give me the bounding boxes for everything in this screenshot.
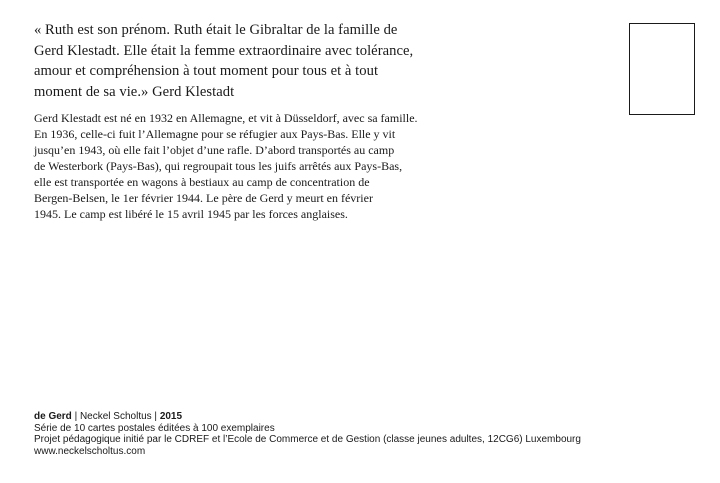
author-name: Neckel Scholtus: [79, 411, 152, 422]
stamp-placeholder: [629, 23, 695, 115]
project-info: Projet pédagogique initié par le CDREF et l’Ecole de Commerce et de Gestion (classe jeunes adultes, 12CG6) Luxembourg: [34, 434, 581, 445]
biography-text: [34, 110, 444, 222]
biography-line: 1945. Le camp est libéré le 15 avril 1945 par les forces anglaises.: [34, 207, 348, 221]
series-info: Série de 10 cartes postales éditées à 100 exemplaires: [34, 422, 275, 434]
biography-line: En 1936, celle-ci fuit l’Allemagne pour se réfugier aux Pays-Bas. Elle y vit: [34, 127, 396, 141]
biography-line: Gerd Klestadt est né en 1932 en Allemagne, et vit à Düsseldorf, avec sa famille.: [34, 111, 418, 125]
website: www.neckelscholtus.com: [34, 445, 146, 457]
quote-line: Gerd Klestadt. Elle était la femme extraordinaire avec tolérance,: [34, 42, 414, 59]
quote-block: [34, 20, 434, 102]
separator: |: [151, 411, 160, 422]
biography-line: de Westerbork (Pays-Bas), qui regroupait tous les juifs arrêtés aux Pays-Bas,: [34, 159, 403, 173]
footer-credits: [34, 411, 581, 457]
quote-line: « Ruth est son prénom. Ruth était le Gibraltar de la famille de: [34, 22, 398, 38]
biography-line: Bergen-Belsen, le 1er février 1944. Le père de Gerd y meurt en février: [34, 191, 373, 205]
year: 2015: [159, 411, 183, 422]
biography-line: jusqu’en 1943, où elle fait l’objet d’une rafle. D’abord transportés au camp: [34, 143, 395, 157]
footer-credit-line: [34, 411, 581, 423]
biography-line: elle est transportée en wagons à bestiaux au camp de concentration de: [34, 175, 370, 189]
card-title: de Gerd: [34, 411, 72, 422]
separator: |: [71, 411, 80, 422]
quote-line: amour et compréhension à tout moment pour tous et à tout: [34, 63, 379, 79]
quote-line: moment de sa vie.» Gerd Klestadt: [34, 83, 235, 100]
